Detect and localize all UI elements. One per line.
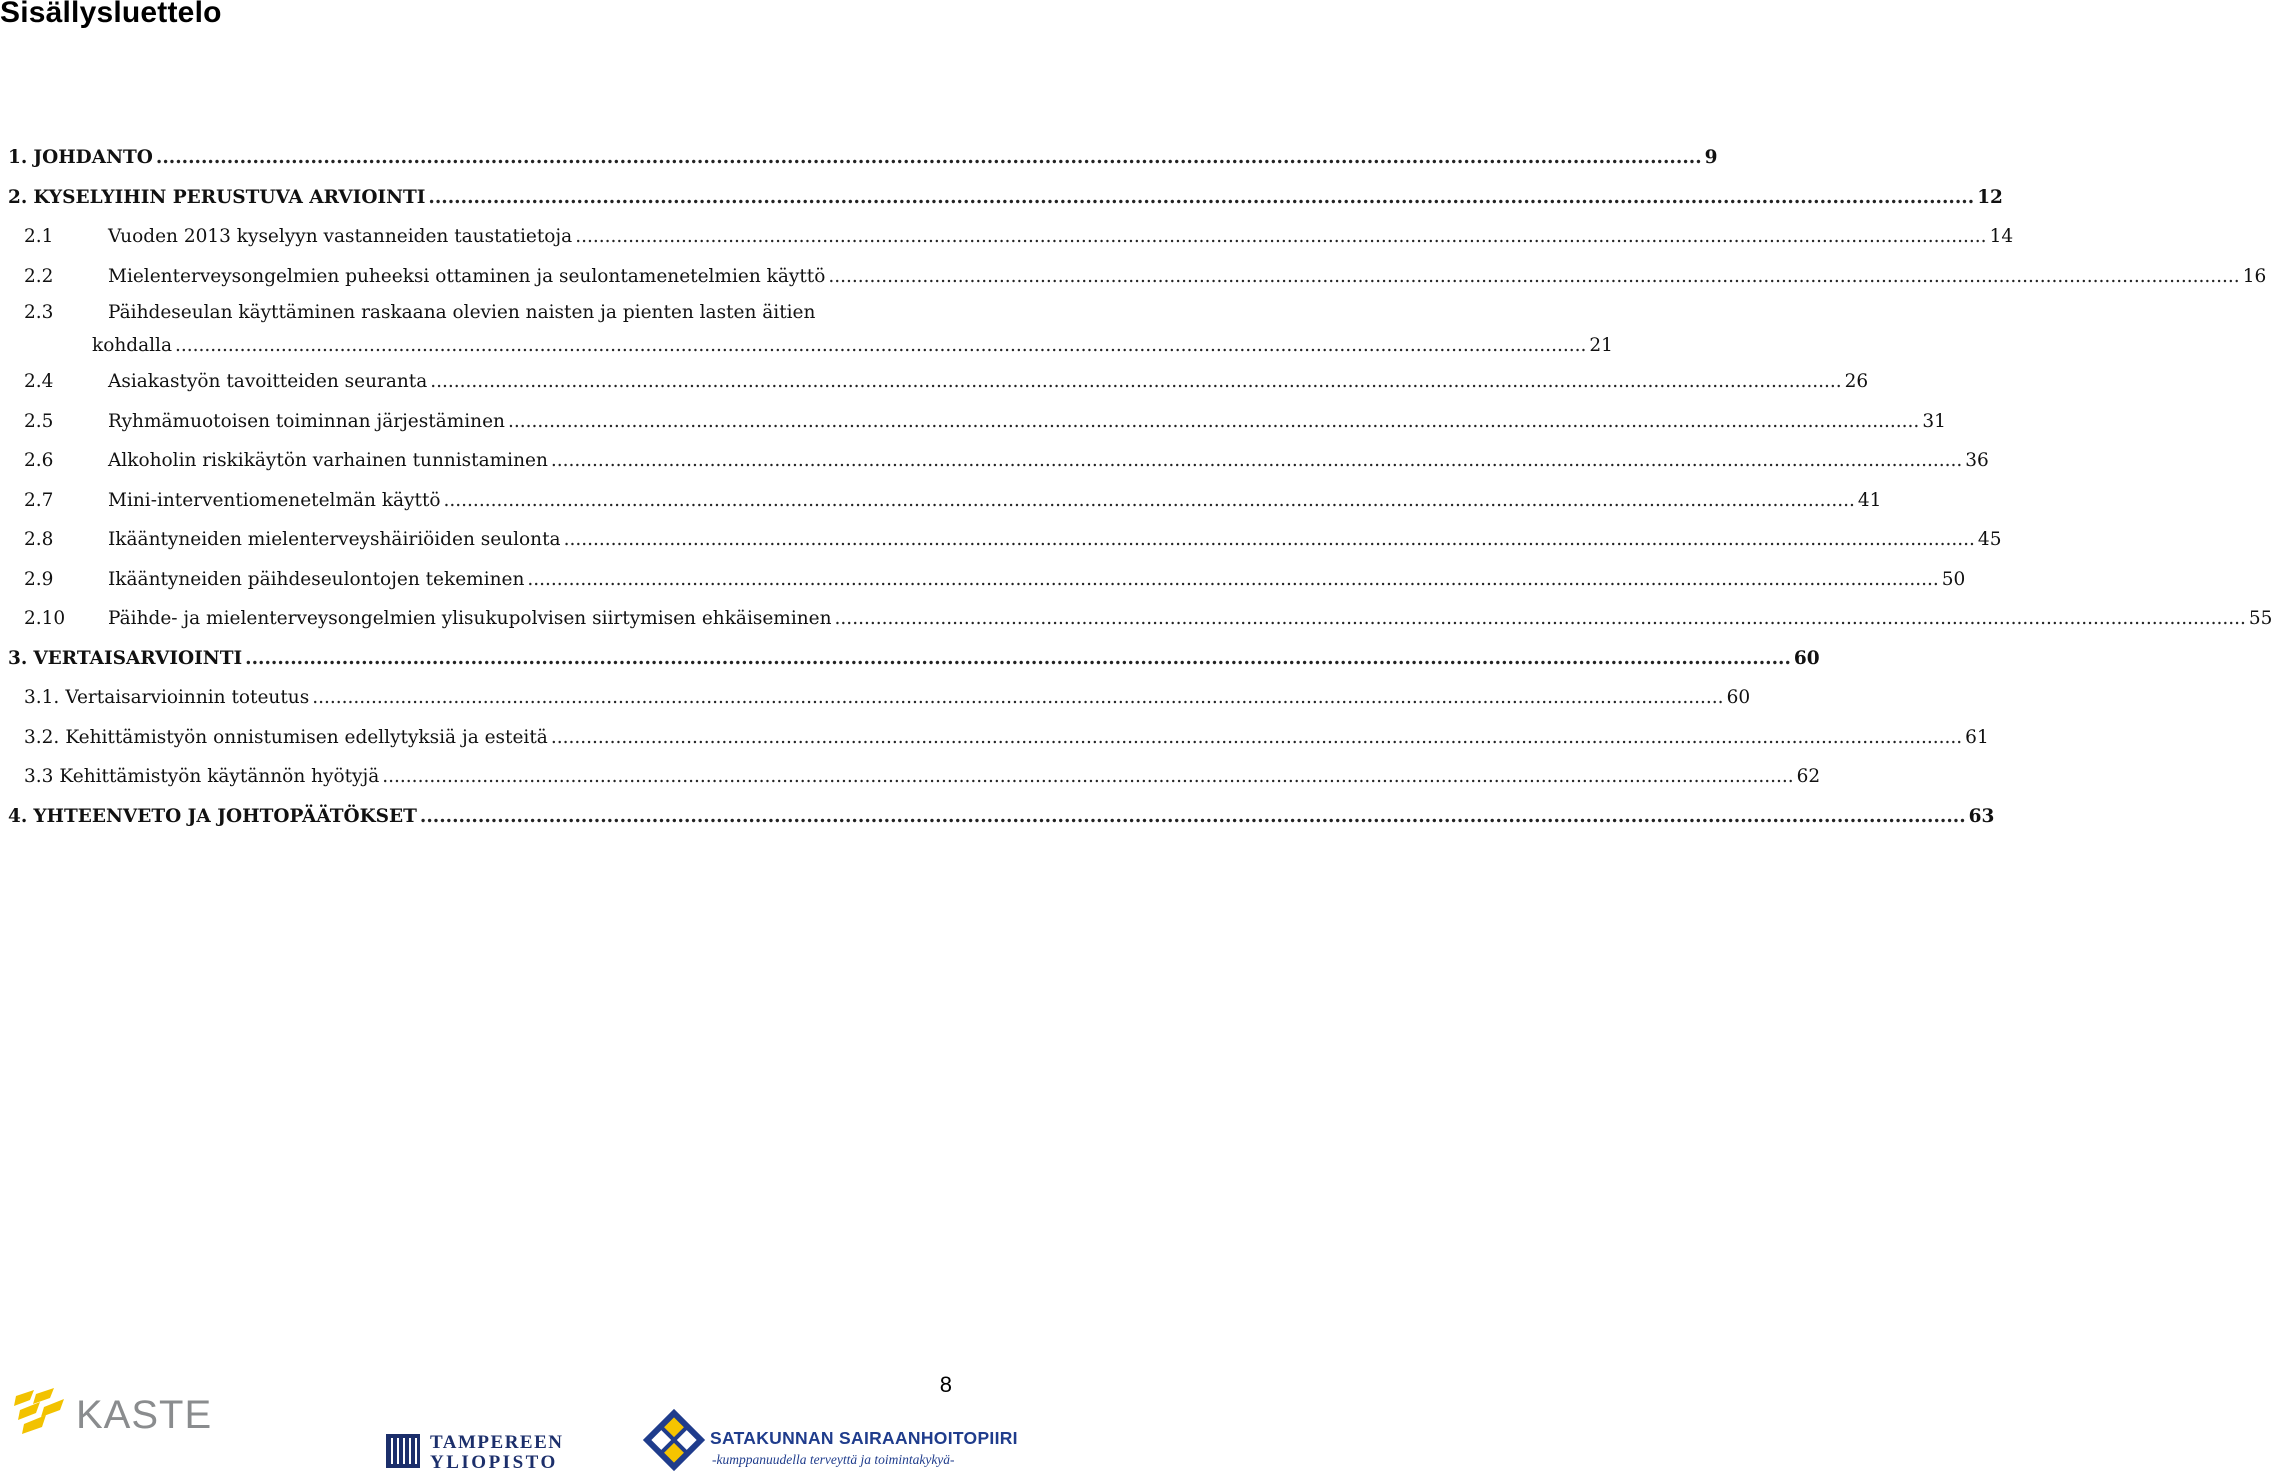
leader-dots — [575, 217, 1986, 257]
toc-title: Vertaisarvioinnin toteutus — [65, 687, 310, 708]
toc-number: 4. — [8, 805, 28, 827]
leader-dots — [551, 441, 1962, 481]
toc-entry-3[interactable] — [0, 639, 1820, 679]
satshp-logo-name: SATAKUNNAN SAIRAANHOITOPIIRI — [710, 1428, 1018, 1448]
leader-dots — [430, 362, 1841, 402]
toc-number: 2.9 — [24, 568, 54, 590]
toc-title: Alkoholin riskikäytön varhainen tunnistaminen — [108, 450, 548, 471]
tampere-university-logo — [384, 1426, 584, 1474]
toc-page: 60 — [1726, 687, 1751, 708]
toc-number: 2.1 — [24, 226, 54, 247]
leader-dots — [564, 520, 1975, 560]
toc-number: 3. — [8, 647, 28, 669]
toc-number: 1. — [8, 147, 28, 168]
toc-number: 2.8 — [24, 529, 54, 550]
toc-number: 2.5 — [24, 410, 54, 432]
toc-page: 41 — [1857, 489, 1882, 511]
toc-entry-2-4[interactable] — [0, 362, 1869, 402]
leader-dots — [156, 138, 1702, 178]
toc-page: 16 — [2242, 265, 2267, 287]
toc-entry-2-8[interactable] — [0, 520, 2002, 560]
table-of-contents — [0, 138, 2272, 836]
toc-entry-2-10[interactable] — [0, 599, 2272, 639]
toc-entry-1[interactable] — [0, 138, 1718, 178]
tay-logo-line1: TAMPEREEN — [430, 1432, 564, 1453]
leader-dots — [444, 481, 1855, 521]
toc-title: Kehittämistyön käytännön hyötyjä — [59, 766, 380, 787]
toc-title: Ikääntyneiden päihdeseulontojen tekeminen — [108, 568, 525, 590]
toc-entry-2-1[interactable] — [0, 217, 2014, 257]
toc-page: 21 — [1589, 335, 1613, 356]
toc-page: 45 — [1977, 529, 2002, 550]
toc-entry-2-5[interactable] — [0, 402, 1946, 442]
toc-number: 2.4 — [24, 371, 54, 392]
toc-entry-3-2[interactable] — [0, 718, 1989, 758]
toc-page: 12 — [1977, 186, 2003, 208]
toc-title: Mini-interventiomenetelmän käyttö — [108, 489, 441, 511]
leader-dots — [420, 797, 1966, 837]
kaste-logo-text: KASTE — [76, 1393, 213, 1437]
toc-number: 3.2. — [24, 726, 60, 748]
leader-dots — [245, 639, 1791, 679]
toc-title: YHTEENVETO JA JOHTOPÄÄTÖKSET — [33, 805, 417, 827]
toc-entry-2-3-continued[interactable] — [0, 329, 1613, 362]
toc-entry-3-1[interactable] — [0, 678, 1751, 718]
leader-dots — [312, 678, 1723, 718]
toc-number: 2.3 — [24, 302, 54, 323]
leader-dots — [382, 757, 1793, 797]
toc-title: JOHDANTO — [33, 147, 153, 168]
toc-entry-2[interactable] — [0, 178, 2003, 218]
leader-dots — [428, 178, 1974, 218]
toc-number: 3.3 — [24, 766, 54, 787]
toc-page: 36 — [1965, 450, 1989, 471]
toc-number: 2.2 — [24, 265, 54, 287]
toc-page: 62 — [1796, 766, 1821, 787]
toc-entry-2-3[interactable] — [0, 296, 952, 329]
satshp-logo-slogan: -kumppanuudella terveyttä ja toimintakykyä- — [712, 1452, 955, 1467]
toc-entry-2-6[interactable] — [0, 441, 1989, 481]
leader-dots — [508, 402, 1919, 442]
toc-title: Ikääntyneiden mielenterveyshäiriöiden seulonta — [108, 529, 561, 550]
leader-dots — [527, 560, 1938, 600]
toc-page: 63 — [1968, 805, 1995, 827]
toc-number: 2.6 — [24, 450, 54, 471]
leader-dots — [551, 718, 1962, 758]
toc-page: 14 — [1989, 226, 2014, 247]
toc-page: 26 — [1844, 371, 1869, 392]
toc-entry-2-9[interactable] — [0, 560, 1966, 600]
toc-page: 61 — [1965, 726, 1989, 748]
toc-number: 2.10 — [24, 608, 66, 629]
satakunta-hospital-district-logo — [642, 1408, 1018, 1476]
toc-page: 31 — [1922, 410, 1946, 432]
tay-logo-line2: YLIOPISTO — [430, 1452, 558, 1473]
toc-title-continued: kohdalla — [92, 335, 172, 356]
toc-number: 3.1. — [24, 687, 60, 708]
toc-entry-4[interactable] — [0, 797, 1995, 837]
toc-title: Päihde- ja mielenterveysongelmien ylisukupolvisen siirtymisen ehkäiseminen — [108, 608, 832, 629]
toc-page: 50 — [1941, 568, 1966, 590]
toc-entry-2-7[interactable] — [0, 481, 1882, 521]
toc-page: 60 — [1793, 647, 1820, 669]
kaste-logo — [14, 1388, 244, 1442]
toc-title: KYSELYIHIN PERUSTUVA ARVIOINTI — [33, 186, 426, 208]
toc-page: 9 — [1704, 147, 1718, 168]
toc-title: Ryhmämuotoisen toiminnan järjestäminen — [108, 410, 505, 432]
toc-title: Vuoden 2013 kyselyyn vastanneiden taustatietoja — [108, 226, 573, 247]
toc-number: 2.7 — [24, 489, 54, 511]
page-title: Sisällysluettelo — [0, 0, 222, 29]
toc-entry-3-3[interactable] — [0, 757, 1821, 797]
leader-dots — [828, 257, 2239, 297]
page-number: 8 — [939, 1372, 952, 1397]
toc-title: Päihdeseulan käyttäminen raskaana olevien naisten ja pienten lasten äitien — [108, 302, 816, 323]
leader-dots — [175, 329, 1586, 362]
toc-title: Mielenterveysongelmien puheeksi ottaminen ja seulontamenetelmien käyttö — [108, 265, 826, 287]
toc-page: 55 — [2248, 608, 2272, 629]
toc-title: Kehittämistyön onnistumisen edellytyksiä ja esteitä — [65, 726, 548, 748]
toc-title: Asiakastyön tavoitteiden seuranta — [108, 371, 428, 392]
leader-dots — [835, 599, 2246, 639]
toc-entry-2-2[interactable] — [0, 257, 2267, 297]
toc-title: VERTAISARVIOINTI — [33, 647, 243, 669]
toc-number: 2. — [8, 186, 28, 208]
